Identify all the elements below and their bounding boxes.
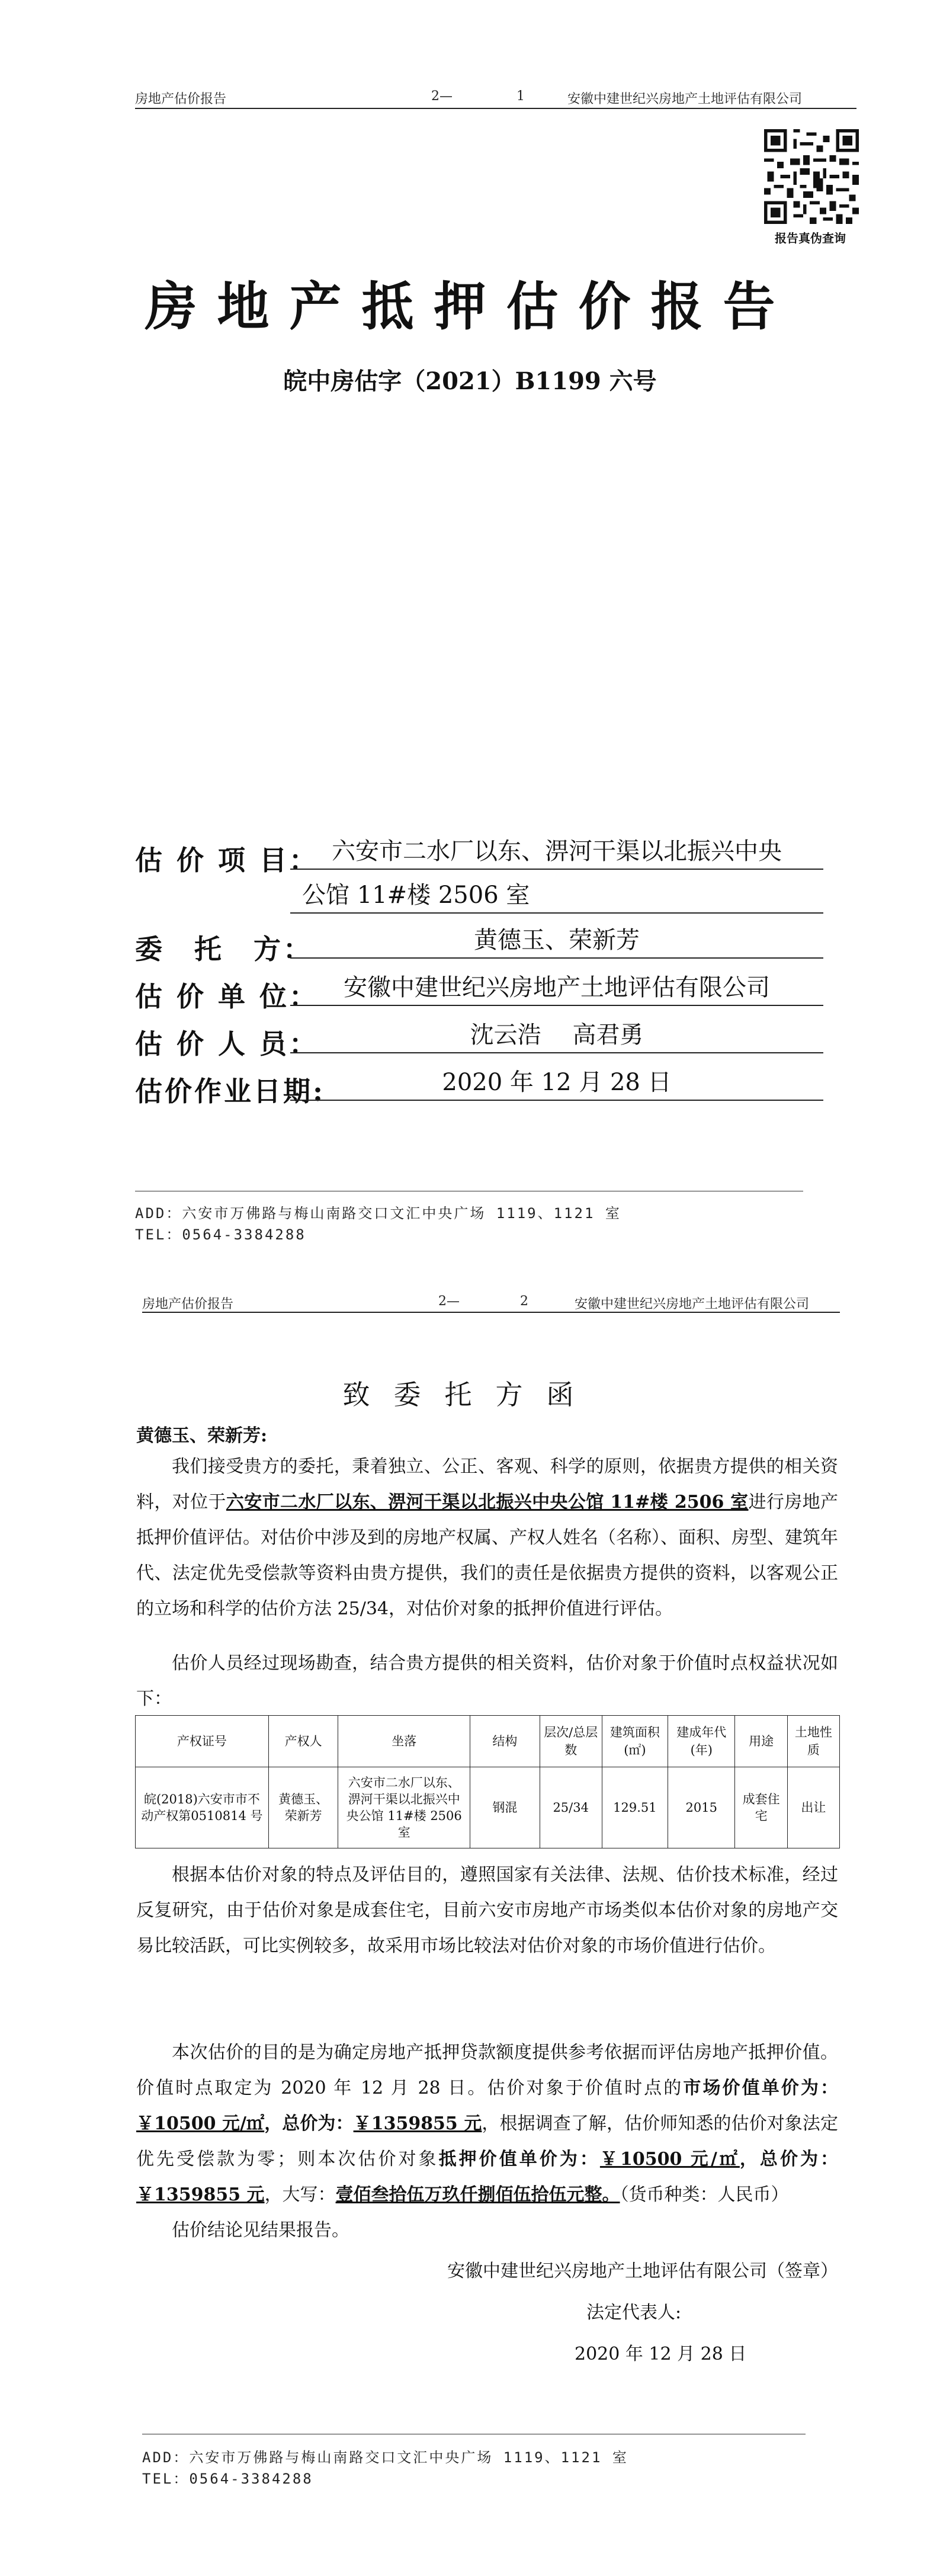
table-header-cell: 产权证号 <box>136 1716 269 1767</box>
table-cell: 出让 <box>787 1767 839 1848</box>
page-number: 1 <box>516 89 525 104</box>
header-rule <box>135 108 856 109</box>
field-label-project: 估 价 项 目： <box>135 844 319 876</box>
table-header-cell: 结构 <box>470 1716 540 1767</box>
signature-date: 2020 年 12 月 28 日 <box>575 2344 747 2364</box>
table-cell: 六安市二水厂以东、淠河干渠以北振兴中央公馆 11#楼 2506 室 <box>338 1767 470 1848</box>
purpose-text: 本次估价的目的是为确定房地产抵押贷款额度提供参考依据而评估房地产抵押价值。价值时点取定为 2020 年 12 月 28 日。估价对象于价值时点的 <box>136 2042 838 2098</box>
table-cell: 25/34 <box>540 1767 602 1848</box>
letter-title: 致委托方函 <box>342 1379 598 1411</box>
paragraph-intro <box>136 1449 838 1627</box>
table-row <box>136 1767 840 1848</box>
field-value-project-line2 <box>290 879 823 914</box>
table-header-cell: 用途 <box>735 1716 787 1767</box>
paragraph-inspection: 估价人员经过现场勘查，结合贵方提供的相关资料，估价对象于价值时点权益状况如下： <box>136 1653 838 1709</box>
footer-address: ADD：六安市万佛路与梅山南路交口文汇中央广场 1119、1121 室 <box>142 2449 628 2466</box>
footer-tel: TEL：0564-3384288 <box>135 1226 306 1243</box>
paragraph-see-report: 估价结论见结果报告。 <box>172 2220 349 2241</box>
table-header-cell: 建筑面积(㎡) <box>602 1716 668 1767</box>
table-header-cell: 产权人 <box>268 1716 338 1767</box>
market-total-label: ，总价为： <box>264 2113 354 2134</box>
page-number-prefix: 2— <box>438 1294 460 1309</box>
field-value-client: 黄德玉、荣新芳 <box>290 924 823 959</box>
mortgage-unit-label: 抵押价值单价为： <box>438 2149 600 2170</box>
project-line2-text: 公馆 11#楼 2506 室 <box>302 882 530 909</box>
footer-tel: TEL：0564-3384288 <box>142 2471 313 2487</box>
capital-amount: 壹佰叁拾伍万玖仟捌佰伍拾伍元整。 <box>335 2184 620 2205</box>
salutation: 黄德玉、荣新芳: <box>136 1425 268 1446</box>
qr-caption: 报告真伪查询 <box>775 231 846 245</box>
page-number: 2 <box>520 1294 528 1309</box>
page-header-right: 安徽中建世纪兴房地产土地评估有限公司 <box>575 1297 810 1312</box>
signature-company: 安徽中建世纪兴房地产土地评估有限公司（签章） <box>447 2261 838 2282</box>
property-address: 六安市二水厂以东、淠河干渠以北振兴中央公馆 11#楼 2506 室 <box>226 1492 749 1513</box>
table-cell: 2015 <box>668 1767 735 1848</box>
table-header-cell: 坐落 <box>338 1716 470 1767</box>
header-rule <box>142 1312 840 1313</box>
page-header-right: 安徽中建世纪兴房地产土地评估有限公司 <box>567 92 803 107</box>
property-rights-table <box>135 1715 840 1848</box>
table-header-row <box>136 1716 840 1767</box>
field-value-appraiser-unit: 安徽中建世纪兴房地产土地评估有限公司 <box>290 972 823 1006</box>
market-unit-price: ￥10500 元/㎡ <box>136 2113 265 2134</box>
table-header-cell: 土地性质 <box>787 1716 839 1767</box>
currency-note: （货币种类：人民币） <box>620 2184 789 2205</box>
field-label-appraisers: 估 价 人 员： <box>135 1028 319 1060</box>
market-unit-label: 市场价值单价为： <box>683 2078 838 2098</box>
mortgage-total-label: ，总价为： <box>739 2149 839 2170</box>
field-label-work-date: 估价作业日期: <box>135 1075 325 1107</box>
qr-code-icon[interactable] <box>764 129 859 224</box>
page-header-left: 房地产估价报告 <box>142 1297 234 1312</box>
paragraph-method: 根据本估价对象的特点及评估目的，遵照国家有关法律、法规、估价技术标准，经过反复研究，由于估价对象是成套住宅，目前六安市房地产市场类似本估价对象的房地产交易比较活跃，可比实例较多，故采用市场比较法对估价对象的市场价值进行估价。 <box>136 1864 838 1956</box>
table-cell: 成套住宅 <box>735 1767 787 1848</box>
capital-label: ，大写： <box>264 2184 336 2205</box>
table-cell: 钢混 <box>470 1767 540 1848</box>
intro-text-a: 我们接受贵方的委托，秉着独立、公正、客观、科学的原则，依据贵方提供的相关资料，对位于 <box>136 1456 838 1513</box>
field-label-client: 委 托 方： <box>135 933 313 965</box>
document-number: 皖中房估字（2021）B1199 六号 <box>283 367 657 395</box>
paragraph-conclusion <box>136 2035 838 2213</box>
table-cell: 黄德玉、荣新芳 <box>268 1767 338 1848</box>
footer-address: ADD：六安市万佛路与梅山南路交口文汇中央广场 1119、1121 室 <box>135 1205 621 1222</box>
table-header-cell: 建成年代(年) <box>668 1716 735 1767</box>
page-header-left: 房地产估价报告 <box>135 92 227 107</box>
table-cell: 129.51 <box>602 1767 668 1848</box>
mortgage-unit-price: ￥10500 元/㎡ <box>599 2149 740 2170</box>
table-header-cell: 层次/总层数 <box>540 1716 602 1767</box>
report-title: 房地产抵押估价报告 <box>145 275 795 337</box>
market-total-price: ￥1359855 元 <box>353 2113 482 2134</box>
intro-text-c: 进行房地产抵押价值评估。对估价中涉及到的房地产权属、产权人姓名（名称）、面积、房型、建筑年代、法定优先受偿款等资料由贵方提供，我们的责任是依据贵方提供的资料，以客观公正的立场和科学的估价方法 25/34，对估价对象的抵押价值进行评估。 <box>136 1492 839 1619</box>
signature-representative: 法定代表人: <box>586 2302 682 2323</box>
field-label-appraiser-unit: 估 价 单 位： <box>135 981 319 1013</box>
table-cell: 皖(2018)六安市市不动产权第0510814 号 <box>136 1767 269 1848</box>
priority-text: ，根据调查了解，估价师知悉的估价对象法定优先受偿款为零 <box>136 2113 838 2170</box>
field-value-work-date: 2020 年 12 月 28 日 <box>290 1066 823 1101</box>
field-value-project: 六安市二水厂以东、淠河干渠以北振兴中央 <box>290 835 823 870</box>
mortgage-intro: ；则本次估价对象 <box>277 2149 439 2170</box>
field-value-appraisers: 沈云浩 高君勇 <box>290 1019 823 1053</box>
mortgage-total-price: ￥1359855 元 <box>136 2184 265 2205</box>
page-number-prefix: 2— <box>431 89 453 104</box>
